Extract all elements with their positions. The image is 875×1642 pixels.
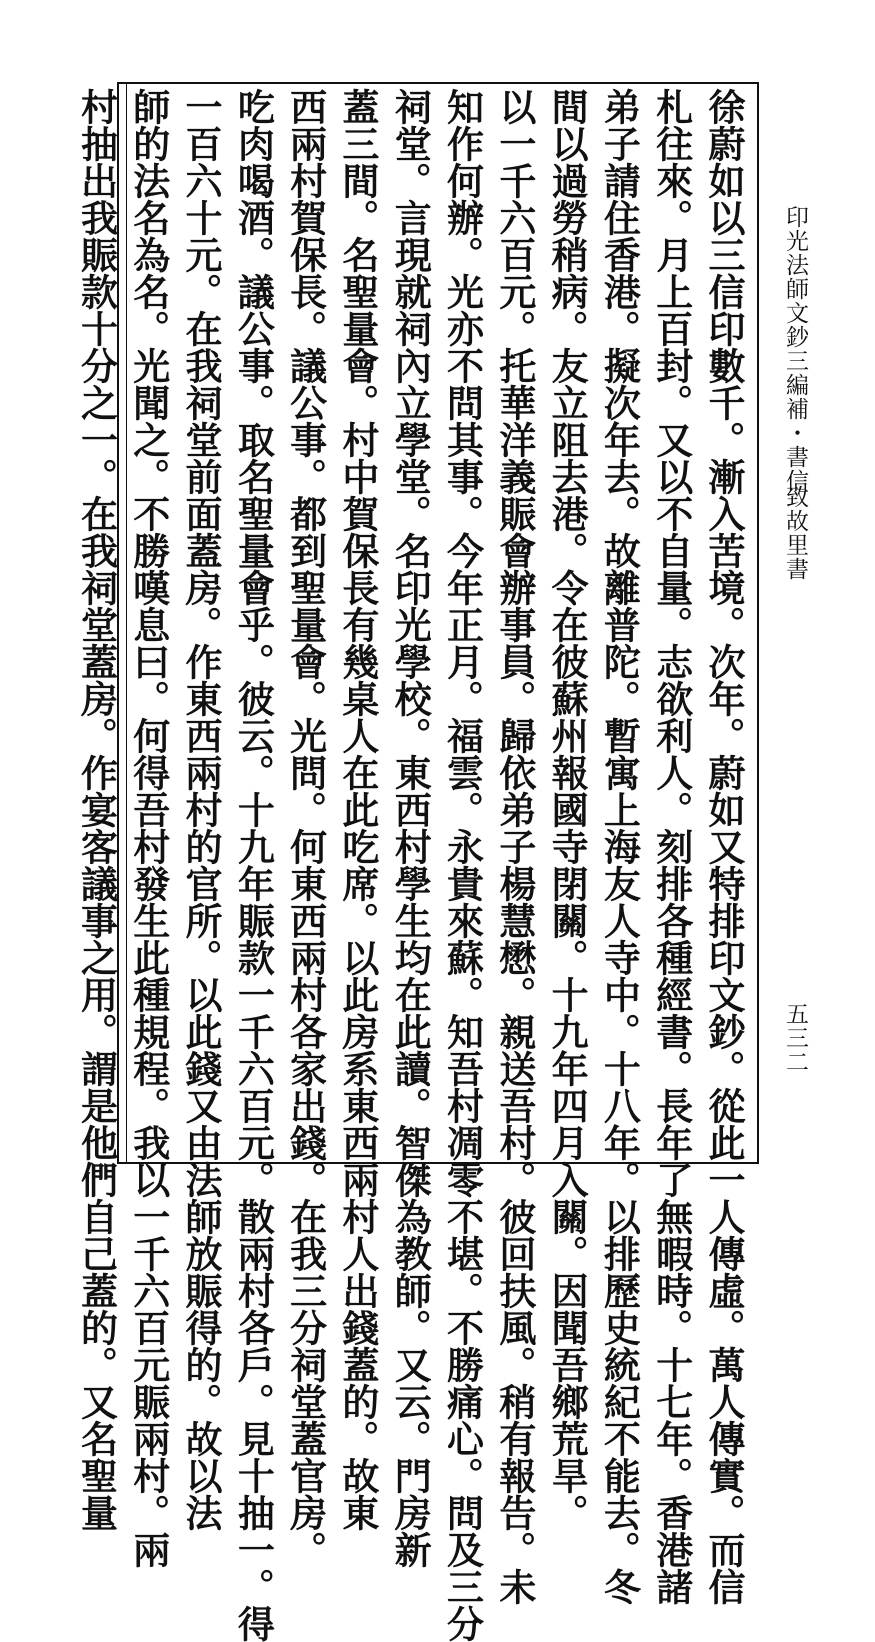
text-column: 師的法名為名。光聞之。不勝嘆息曰。何得吾村發生此種規程。我以一千六百元賑兩村。兩: [126, 88, 171, 1568]
text-column: 蓋三間。名聖量會。村中賀保長有幾桌人在此吃席。以此房系東西兩村人出錢蓋的。故東: [335, 88, 380, 1531]
text-column: 徐蔚如以三信印數千。漸入苦境。次年。蔚如又特排印文鈔。從此一人傳虛。萬人傳實。而信: [702, 88, 746, 1605]
text-column: 吃肉喝酒。議公事。取名聖量會乎。彼云。十九年賑款一千六百元。散兩村各戶。見十抽一。得: [231, 88, 276, 1642]
text-column: 一百六十元。在我祠堂前面蓋房。作東西兩村的官所。以此錢又由法師放賑得的。故以法: [179, 88, 224, 1531]
body-text: [74, 88, 750, 1642]
text-column: 札往來。月上百封。又以不自量。志欲利人。刻排各種經書。長年了無暇時。十七年。香港諸: [649, 88, 694, 1605]
text-column: 村抽出我賑款十分之一。在我祠堂蓋房。作宴客議事之用。謂是他們自己蓋的。又名聖量: [74, 88, 119, 1531]
text-column: 間以過勞稍病。友立阻去港。令在彼蘇州報國寺閉關。十九年四月入關。因聞吾鄉荒旱。: [545, 88, 590, 1531]
margin-rule: [757, 82, 759, 1164]
running-head: 印光法師文鈔三編補・書信: [782, 205, 808, 493]
page-number: 五三二: [782, 1002, 808, 1074]
section-title: 致故里書: [782, 485, 808, 581]
text-column: 弟子請住香港。擬次年去。故離普陀。暫寓上海友人寺中。十八年。以排歷史統紀不能去。冬: [597, 88, 642, 1605]
text-column: 西兩村賀保長。議公事。都到聖量會。光問。何東西兩村各家出錢。在我三分祠堂蓋官房。: [283, 88, 328, 1568]
text-column: 祠堂。言現就祠內立學堂。名印光學校。東西村學生均在此讀。智傑為教師。又云。門房新: [388, 88, 433, 1568]
text-column: 以一千六百元。托華洋義賑會辦事員。歸依弟子楊慧懋。親送吾村。彼回扶風。稍有報告。未: [492, 88, 537, 1605]
text-column: 知作何辦。光亦不問其事。今年正月。福雲。永貴來蘇。知吾村凋零不堪。不勝痛心。問及三分: [440, 88, 485, 1642]
